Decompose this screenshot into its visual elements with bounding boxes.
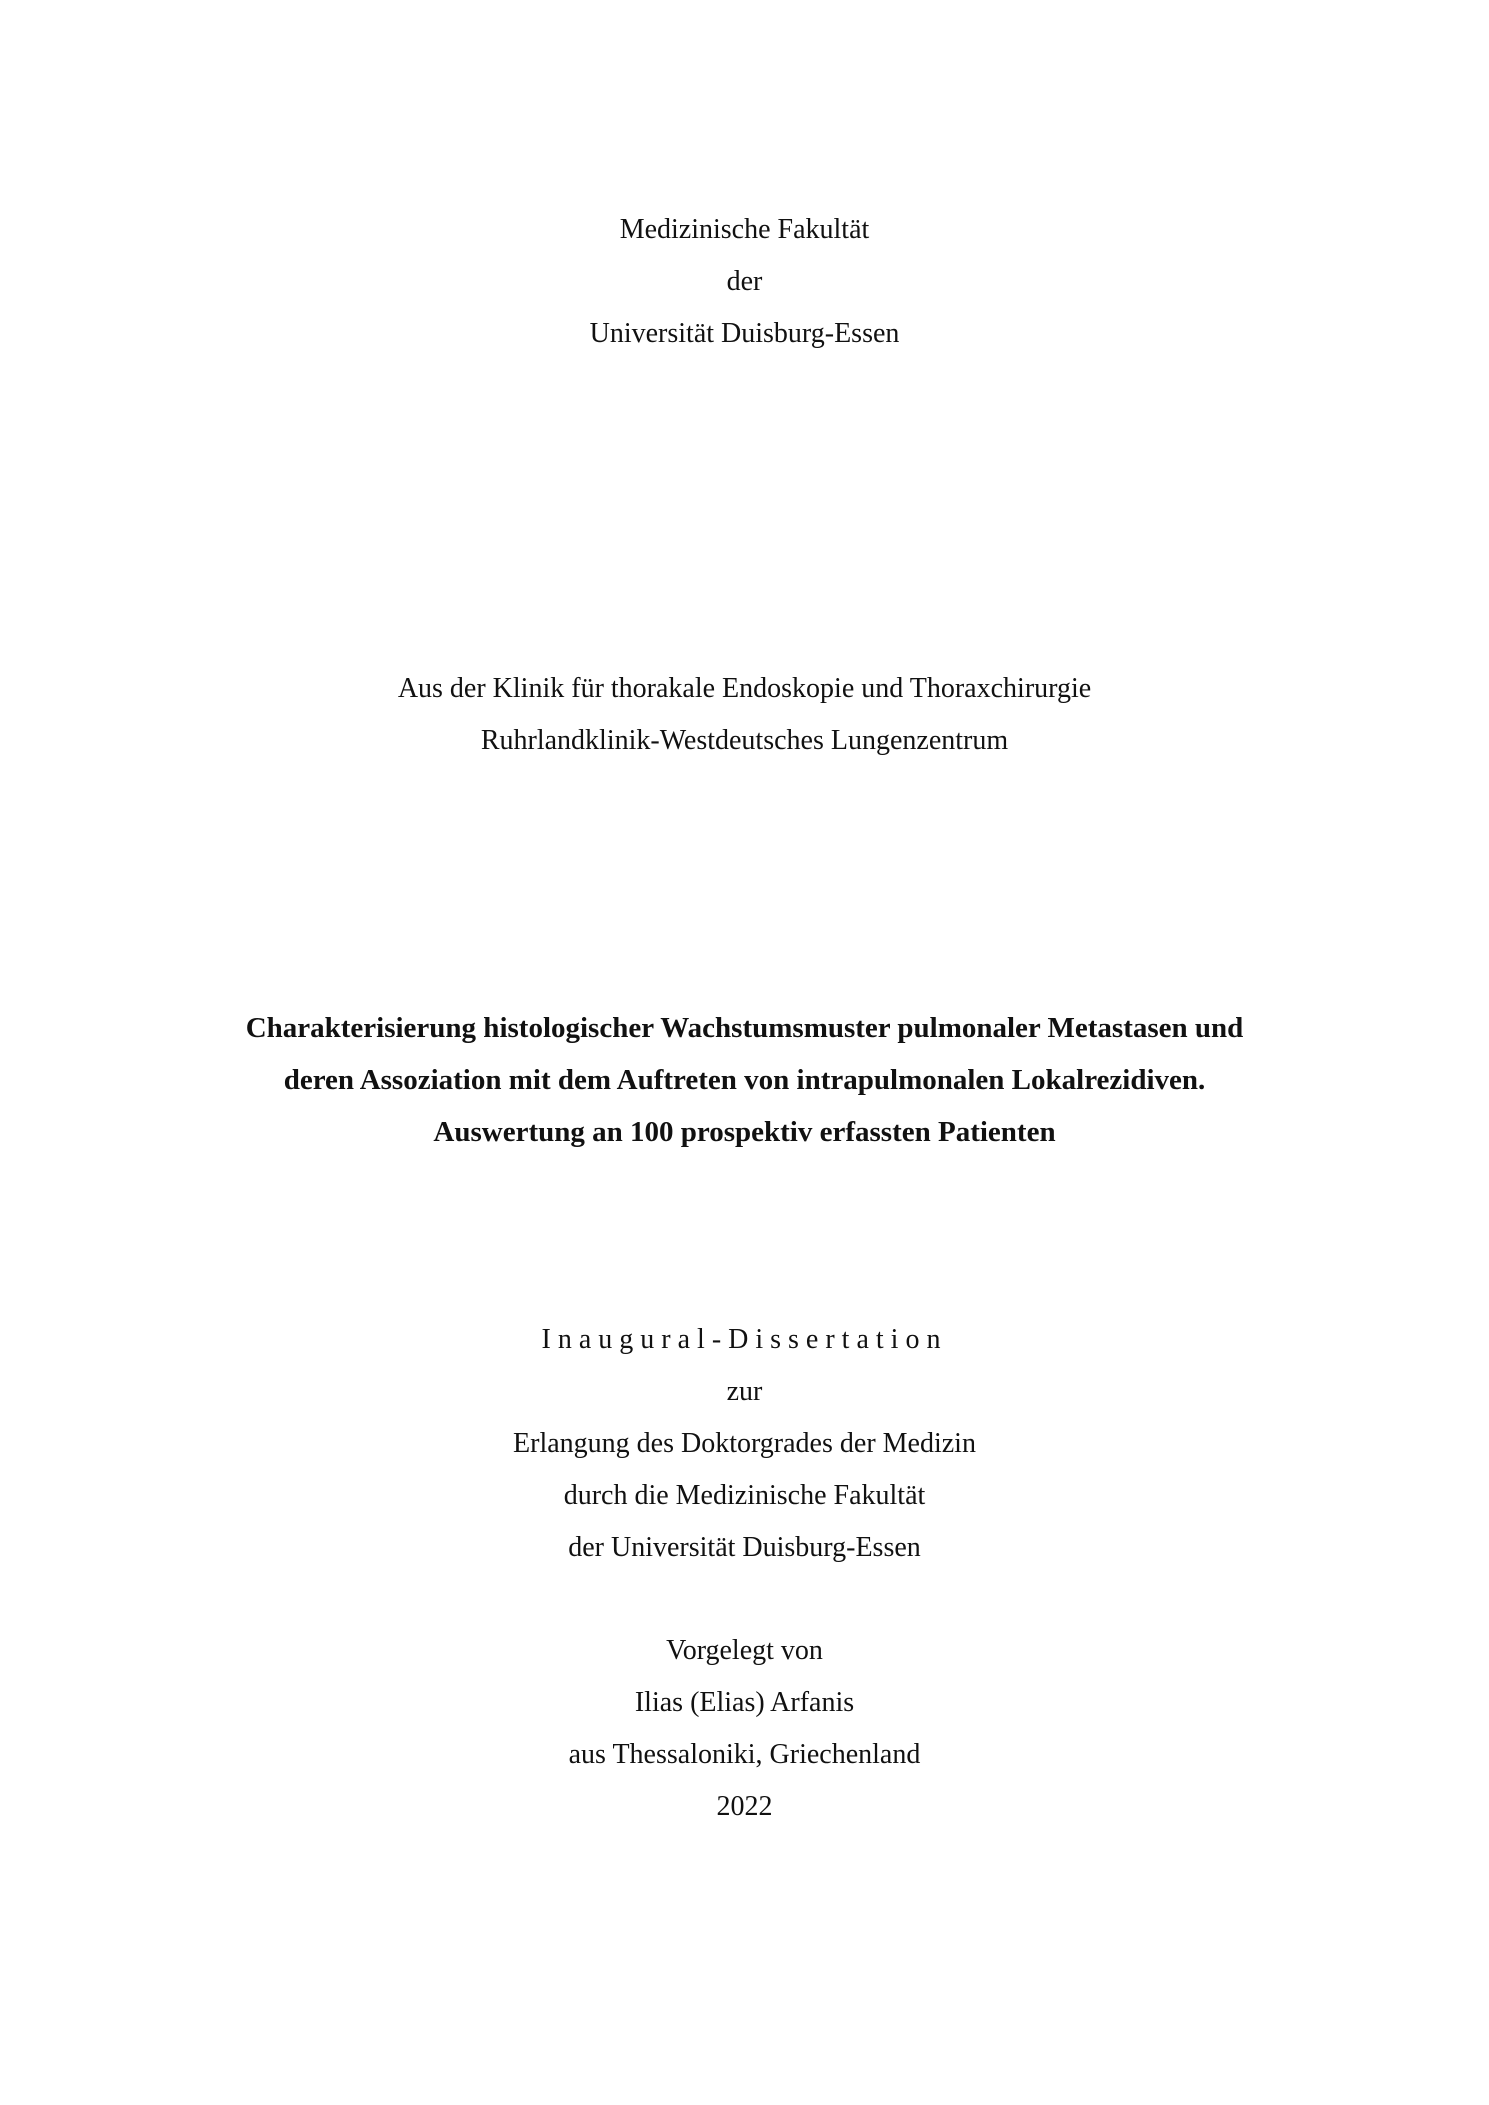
title-line-1: Charakterisierung histologischer Wachstumsmuster pulmonaler Metastasen und: [245, 1012, 1244, 1044]
dissertation-purpose: Erlangung des Doktorgrades der Medizin: [513, 1428, 976, 1459]
university-name: Universität Duisburg-Essen: [589, 318, 900, 349]
dissertation-university: der Universität Duisburg-Essen: [568, 1532, 921, 1563]
dissertation-zur: zur: [726, 1376, 763, 1407]
presented-by: Vorgelegt von: [666, 1635, 823, 1666]
author-name: Ilias (Elias) Arfanis: [634, 1687, 855, 1718]
clinic-name: Aus der Klinik für thorakale Endoskopie und Thoraxchirurgie: [397, 673, 1092, 704]
faculty-name: Medizinische Fakultät: [619, 214, 870, 245]
faculty-connector: der: [726, 266, 763, 297]
submission-year: 2022: [716, 1791, 773, 1822]
title-line-3: Auswertung an 100 prospektiv erfassten Patienten: [433, 1116, 1056, 1148]
dissertation-heading: Inaugural-Dissertation: [541, 1324, 948, 1355]
title-line-2: deren Assoziation mit dem Auftreten von intrapulmonalen Lokalrezidiven.: [283, 1064, 1206, 1096]
clinic-center: Ruhrlandklinik-Westdeutsches Lungenzentrum: [480, 725, 1009, 756]
dissertation-faculty: durch die Medizinische Fakultät: [563, 1480, 926, 1511]
author-origin: aus Thessaloniki, Griechenland: [568, 1739, 921, 1770]
